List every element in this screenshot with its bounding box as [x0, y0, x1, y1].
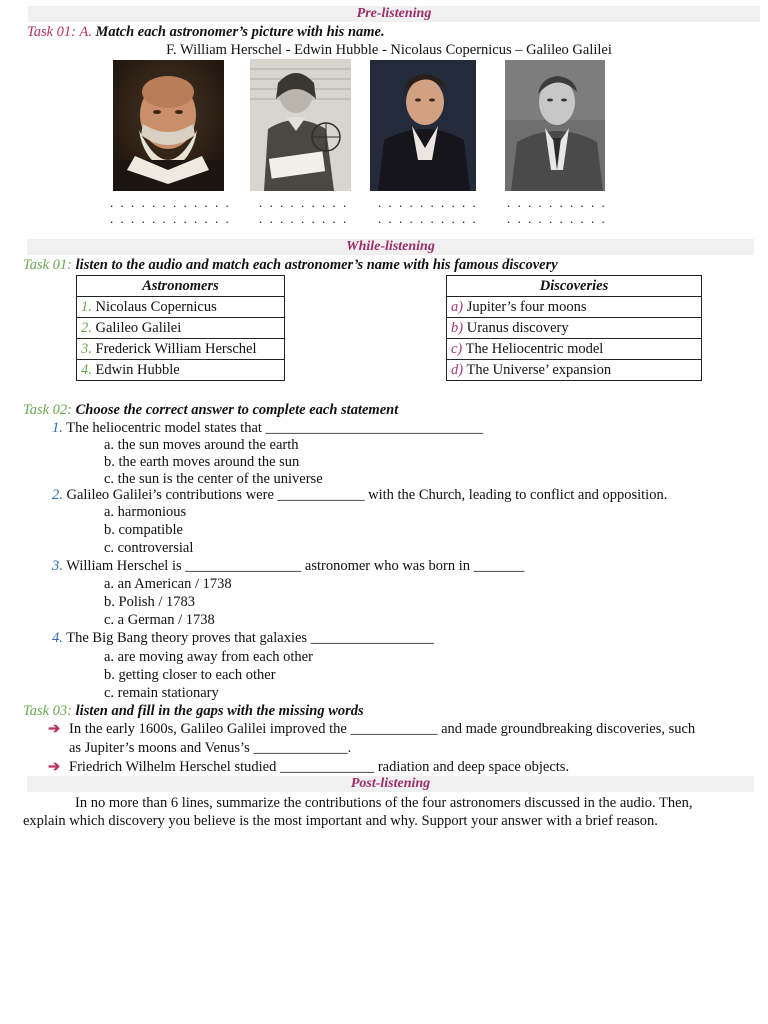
discovery-text: Jupiter’s four moons: [466, 298, 587, 315]
astronomer-name: Frederick William Herschel: [95, 340, 257, 357]
astronomers-table: [76, 275, 285, 381]
post-listening-paragraph-line2: explain which discovery you believe is the most important and why. Support your answer with a brief reason.: [23, 813, 658, 829]
discovery-row: [447, 318, 702, 339]
task-02-label: Task 02:: [23, 402, 73, 418]
answer-dots-1b[interactable]: . . . . . . . . . . . .: [110, 211, 231, 226]
task-01a-line: [27, 24, 385, 41]
astronomer-num: 4.: [81, 361, 92, 378]
astronomers-header: Astronomers: [77, 276, 285, 297]
question-stem: The Big Bang theory proves that galaxies _________________: [66, 630, 434, 646]
option[interactable]: a. the sun moves around the earth: [104, 437, 299, 453]
question-stem: Galileo Galilei’s contributions were ____________ with the Church, leading to conflict and opposition.: [66, 487, 668, 503]
question-num: 4.: [52, 630, 63, 646]
astronomer-num: 2.: [81, 319, 92, 336]
discovery-text: Uranus discovery: [466, 319, 569, 336]
discovery-letter: b): [451, 319, 464, 336]
question-stem: The heliocentric model states that ______________________________: [66, 420, 484, 436]
while-listening-header: While-listening: [27, 239, 754, 255]
question-3: [52, 558, 524, 575]
option[interactable]: c. a German / 1738: [104, 612, 215, 628]
post-listening-header: Post-listening: [27, 776, 754, 792]
option[interactable]: b. Polish / 1783: [104, 594, 196, 610]
option[interactable]: b. the earth moves around the sun: [104, 454, 300, 470]
task-03-label: Task 03:: [23, 703, 73, 719]
answer-dots-1a[interactable]: . . . . . . . . . . . .: [110, 195, 231, 210]
discovery-row: [447, 339, 702, 360]
pre-listening-header: Pre-listening: [28, 6, 760, 22]
question-num: 3.: [52, 558, 63, 574]
astronomer-name: Nicolaus Copernicus: [95, 298, 217, 315]
question-stem: William Herschel is ________________ astronomer who was born in _______: [66, 558, 525, 574]
discovery-row: [447, 360, 702, 381]
gap-fill-1-line1: In the early 1600s, Galileo Galilei improved the ____________ and made groundbreaking discoveries, such: [69, 721, 696, 737]
discovery-text: The Heliocentric model: [465, 340, 604, 357]
portrait-hubble: [505, 60, 605, 191]
task-01-label: Task 01:: [23, 257, 73, 273]
discoveries-table: [446, 275, 702, 381]
discovery-letter: a): [451, 298, 464, 315]
gap-fill-1-line2: as Jupiter’s moons and Venus’s _____________.: [69, 740, 352, 756]
task-01a-label: Task 01: A.: [27, 24, 92, 40]
astronomer-num: 1.: [81, 298, 92, 315]
option[interactable]: a. are moving away from each other: [104, 649, 313, 665]
portrait-herschel: [370, 60, 476, 191]
question-num: 1.: [52, 420, 63, 436]
astronomer-num: 3.: [81, 340, 92, 357]
astronomer-row: [77, 360, 285, 381]
astronomer-row: [77, 318, 285, 339]
arrow-icon: ➔: [48, 721, 61, 737]
question-4: [52, 630, 434, 647]
task-03-line: [23, 703, 364, 720]
discovery-letter: c): [451, 340, 463, 357]
astronomer-name: Edwin Hubble: [95, 361, 180, 378]
astronomer-name: Galileo Galilei: [95, 319, 182, 336]
astronomer-row: [77, 297, 285, 318]
task-02-line: [23, 402, 398, 419]
option[interactable]: c. controversial: [104, 540, 194, 556]
option[interactable]: b. compatible: [104, 522, 183, 538]
post-listening-paragraph-line1: In no more than 6 lines, summarize the contributions of the four astronomers discussed in the audio. Then,: [75, 795, 693, 811]
option[interactable]: a. harmonious: [104, 504, 187, 520]
answer-dots-3a[interactable]: . . . . . . . . . .: [378, 195, 478, 210]
arrow-icon: ➔: [48, 759, 61, 775]
discovery-letter: d): [451, 361, 464, 378]
portrait-galileo: [113, 60, 224, 191]
task-01-instruction: listen to the audio and match each astronomer’s name with his famous discovery: [75, 257, 558, 273]
task-01a-instruction: Match each astronomer’s picture with his name.: [95, 24, 385, 40]
question-2: [52, 487, 667, 504]
answer-dots-2a[interactable]: . . . . . . . . .: [259, 195, 349, 210]
gap-fill-2: Friedrich Wilhelm Herschel studied _____________ radiation and deep space objects.: [69, 759, 570, 775]
task-01-line: [23, 257, 558, 274]
option[interactable]: b. getting closer to each other: [104, 667, 276, 683]
answer-dots-4b[interactable]: . . . . . . . . . .: [507, 211, 607, 226]
task-03-instruction: listen and fill in the gaps with the missing words: [75, 703, 364, 719]
option[interactable]: c. remain stationary: [104, 685, 219, 701]
question-num: 2.: [52, 487, 63, 503]
option[interactable]: a. an American / 1738: [104, 576, 232, 592]
option[interactable]: c. the sun is the center of the universe: [104, 471, 323, 487]
portrait-copernicus: [250, 59, 351, 191]
task-02-instruction: Choose the correct answer to complete each statement: [75, 402, 399, 418]
answer-dots-3b[interactable]: . . . . . . . . . .: [378, 211, 478, 226]
discovery-row: [447, 297, 702, 318]
question-1: [52, 420, 483, 437]
astronomer-row: [77, 339, 285, 360]
answer-dots-4a[interactable]: . . . . . . . . . .: [507, 195, 607, 210]
discovery-text: The Universe’ expansion: [466, 361, 612, 378]
astronomer-names-line: F. William Herschel - Edwin Hubble - Nicolaus Copernicus – Galileo Galilei: [166, 42, 612, 58]
answer-dots-2b[interactable]: . . . . . . . . .: [259, 211, 349, 226]
discoveries-header: Discoveries: [447, 276, 702, 297]
